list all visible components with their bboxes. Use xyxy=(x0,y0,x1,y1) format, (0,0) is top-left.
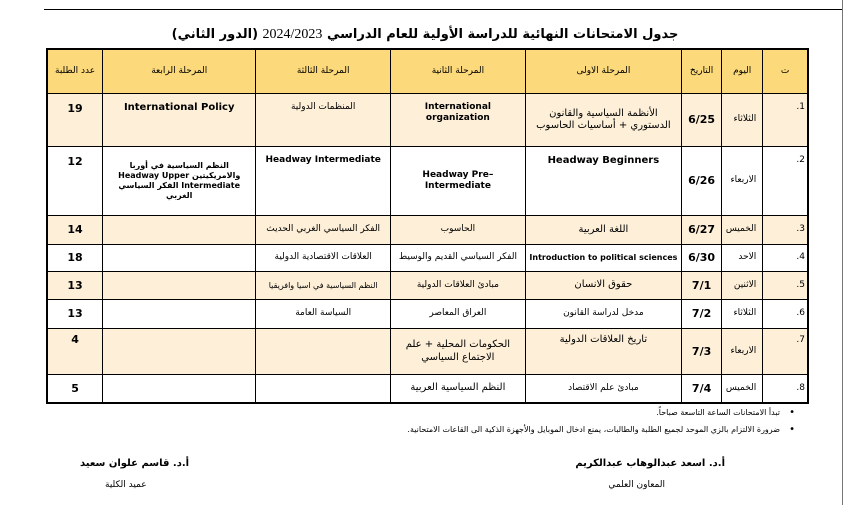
row-stage-1: Headway Beginners xyxy=(525,147,681,216)
row-day: الثلاثاء xyxy=(722,300,763,329)
row-stage-3 xyxy=(256,329,391,375)
header-no: ت xyxy=(763,49,808,94)
row-date: 6/30 xyxy=(682,245,722,272)
row-day: الثلاثاء xyxy=(722,94,763,147)
row-stage-1: الأنظمة السياسية والقانون الدستوري + أساسيات الحاسوب xyxy=(525,94,681,147)
row-stage-4: International Policy xyxy=(103,94,256,147)
row-day: الخميس xyxy=(722,375,763,404)
row-stage-2: Headway Pre–Intermediate xyxy=(391,147,526,216)
row-stage-4 xyxy=(103,245,256,272)
row-stage-4 xyxy=(103,375,256,404)
header-day: اليوم xyxy=(722,49,763,94)
table-row xyxy=(47,272,808,300)
row-stage-3: Headway Intermediate xyxy=(256,147,391,216)
table-row xyxy=(47,329,808,375)
row-count: 13 xyxy=(47,300,103,329)
row-stage-1: مبادئ علم الاقتصاد xyxy=(525,375,681,404)
row-stage-1: اللغة العربية xyxy=(525,216,681,245)
row-stage-4 xyxy=(103,272,256,300)
signature-right-name: أ.د. اسعد عبدالوهاب عبدالكريم xyxy=(575,458,725,469)
row-date: 7/4 xyxy=(682,375,722,404)
row-count: 5 xyxy=(47,375,103,404)
row-count: 14 xyxy=(47,216,103,245)
row-day: الاربعاء xyxy=(722,147,763,216)
row-stage-2: مبادئ العلاقات الدولية xyxy=(391,272,526,300)
note-item: • تبدأ الامتحانات الساعة التاسعة صباحاً. xyxy=(35,404,795,421)
row-day: الاثنين xyxy=(722,272,763,300)
row-date: 7/3 xyxy=(682,329,722,375)
header-stage-2: المرحلة الثانية xyxy=(391,49,526,94)
row-stage-2: الحكومات المحلية + علم الاجتماع السياسي xyxy=(391,329,526,375)
page-title: جدول الامتحانات النهائية للدراسة الأولية للعام الدراسي 2024/2023 (الدور الثاني) xyxy=(171,27,679,42)
row-number: 2. xyxy=(763,147,808,216)
row-count: 13 xyxy=(47,272,103,300)
row-date: 7/1 xyxy=(682,272,722,300)
row-date: 6/27 xyxy=(682,216,722,245)
row-number: 6. xyxy=(763,300,808,329)
row-stage-1: Introduction to political sciences xyxy=(525,245,681,272)
header-stage-4: المرحلة الرابعة xyxy=(103,49,256,94)
row-date: 6/25 xyxy=(682,94,722,147)
exam-schedule-table xyxy=(46,48,809,404)
note-item: • ضرورة الالتزام بالزي الموحد لجميع الطلبة والطالبات، يمنع ادخال الموبايل والأجهزة الذكية الى القاعات الامتحانية. xyxy=(35,421,795,438)
table-row xyxy=(47,216,808,245)
row-count: 19 xyxy=(47,94,103,147)
row-stage-2: العراق المعاصر xyxy=(391,300,526,329)
notes-list xyxy=(35,404,795,438)
row-number: 4. xyxy=(763,245,808,272)
signature-right-title: المعاون العلمي xyxy=(608,480,665,490)
row-stage-4: النظم السياسية في أوربا والامريكيتين Headway Upper Intermediate الفكر السياسي الغربي xyxy=(103,147,256,216)
signature-left-title: عميد الكلية xyxy=(105,480,147,490)
top-border-line xyxy=(44,9,850,10)
table-row xyxy=(47,300,808,329)
row-stage-4 xyxy=(103,216,256,245)
row-count: 4 xyxy=(47,329,103,375)
window-scroll-edge[interactable] xyxy=(842,0,855,505)
row-stage-3: العلاقات الاقتصادية الدولية xyxy=(256,245,391,272)
row-count: 12 xyxy=(47,147,103,216)
row-stage-3 xyxy=(256,375,391,404)
row-stage-3: المنظمات الدولية xyxy=(256,94,391,147)
row-number: 7. xyxy=(763,329,808,375)
header-date: التاريخ xyxy=(682,49,722,94)
table-header-row xyxy=(47,49,808,94)
signature-left-name: أ.د. قاسم علوان سعيد xyxy=(80,458,190,469)
row-stage-3: السياسة العامة xyxy=(256,300,391,329)
row-stage-2: الحاسوب xyxy=(391,216,526,245)
table-row xyxy=(47,147,808,216)
row-day: الخميس xyxy=(722,216,763,245)
row-stage-3: النظم السياسية في اسيا وافريقيا xyxy=(256,272,391,300)
row-stage-1: تاريخ العلاقات الدولية xyxy=(525,329,681,375)
row-number: 8. xyxy=(763,375,808,404)
row-stage-2: International organization xyxy=(391,94,526,147)
table-row xyxy=(47,245,808,272)
row-date: 6/26 xyxy=(682,147,722,216)
row-stage-2: الفكر السياسي القديم والوسيط xyxy=(391,245,526,272)
row-number: 1. xyxy=(763,94,808,147)
row-day: الاحد xyxy=(722,245,763,272)
row-stage-4 xyxy=(103,329,256,375)
row-stage-1: مدخل لدراسة القانون xyxy=(525,300,681,329)
row-count: 18 xyxy=(47,245,103,272)
header-stage-1: المرحلة الاولى xyxy=(525,49,681,94)
header-stage-3: المرحلة الثالثة xyxy=(256,49,391,94)
row-day: الاربعاء xyxy=(722,329,763,375)
header-student-count: عدد الطلبة xyxy=(47,49,103,94)
row-date: 7/2 xyxy=(682,300,722,329)
table-row xyxy=(47,94,808,147)
row-stage-1: حقوق الانسان xyxy=(525,272,681,300)
row-stage-4 xyxy=(103,300,256,329)
table-row xyxy=(47,375,808,404)
row-stage-3: الفكر السياسي الغربي الحديث xyxy=(256,216,391,245)
row-number: 5. xyxy=(763,272,808,300)
row-stage-2: النظم السياسية العربية xyxy=(391,375,526,404)
row-number: 3. xyxy=(763,216,808,245)
